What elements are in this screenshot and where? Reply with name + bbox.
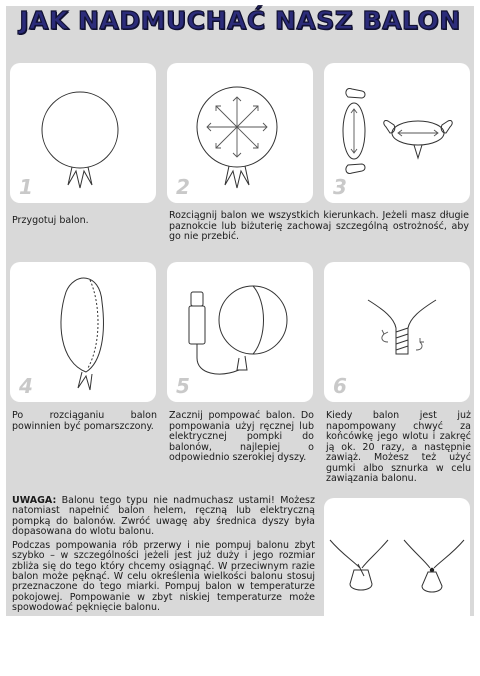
warning-paragraph-2: Podczas pompowania rób przerwy i nie pompuj balonu zbyt szybko – w szczególności jeżeli jest już duży i jego rozmiar zbliża się do tego który chcemy osiągnąć. W przeciwnym razie balon może pęknąć. W celu określenia wielkości balonu stosuj przeznaczone do tego miarki. Pompuj balon w temperaturze pokojowej. Pompowanie w zbyt niskiej temperaturze może spowodować pęknięcie balonu. (12, 540, 315, 613)
step-6-text: Kiedy balon jest już napompowany chwyć za końcówkę jego wlotu i zakręć ją ok. 20 razy, a następnie zawiąż. Możesz też użyć gumki albo sznurka w celu zawiązania balonu. (326, 410, 471, 484)
warning-note (12, 496, 315, 617)
step-6-panel (324, 262, 470, 402)
step-2-text: Rozciągnij balon we wszystkich kierunkach. Jeżeli masz długie paznokcie lub biżuterię zachowaj szczególną ostrożność, aby go nie przebić. (169, 210, 469, 242)
step-number: 1 (19, 175, 33, 199)
step-1-text: Przygotuj balon. (12, 215, 89, 226)
step-4-panel (10, 262, 156, 402)
warning-label: UWAGA: (12, 495, 57, 506)
tied-balloons-illustration (324, 498, 470, 616)
step-number: 5 (176, 374, 190, 398)
step-5-text: Zacznij pompować balon. Do pompowania użyj ręcznej lub elektrycznej pompki do balonów, najlepiej o odpowiednio szerokiej dyszy. (169, 410, 314, 463)
warning-paragraph-1: Balonu tego typu nie nadmuchasz ustami! Możesz natomiast napełnić balon helem, ręczną lub elektryczną pompką do balonów. Zwróć uwagę aby średnica dyszy była dopasowana do wlotu balonu. (12, 495, 315, 537)
step-1-panel (10, 63, 156, 203)
step-5-panel (167, 262, 313, 402)
step-4-text: Po rozciąganiu balon powinnien być pomarszczony. (12, 410, 157, 432)
step-number: 6 (333, 374, 347, 398)
step-number: 3 (333, 175, 347, 199)
step-number: 2 (176, 175, 190, 199)
step-3-panel (324, 63, 470, 203)
tie-options-panel (324, 498, 470, 616)
page-title: JAK NADMUCHAĆ NASZ BALON (19, 6, 461, 35)
step-2-panel (167, 63, 313, 203)
step-number: 4 (19, 374, 33, 398)
